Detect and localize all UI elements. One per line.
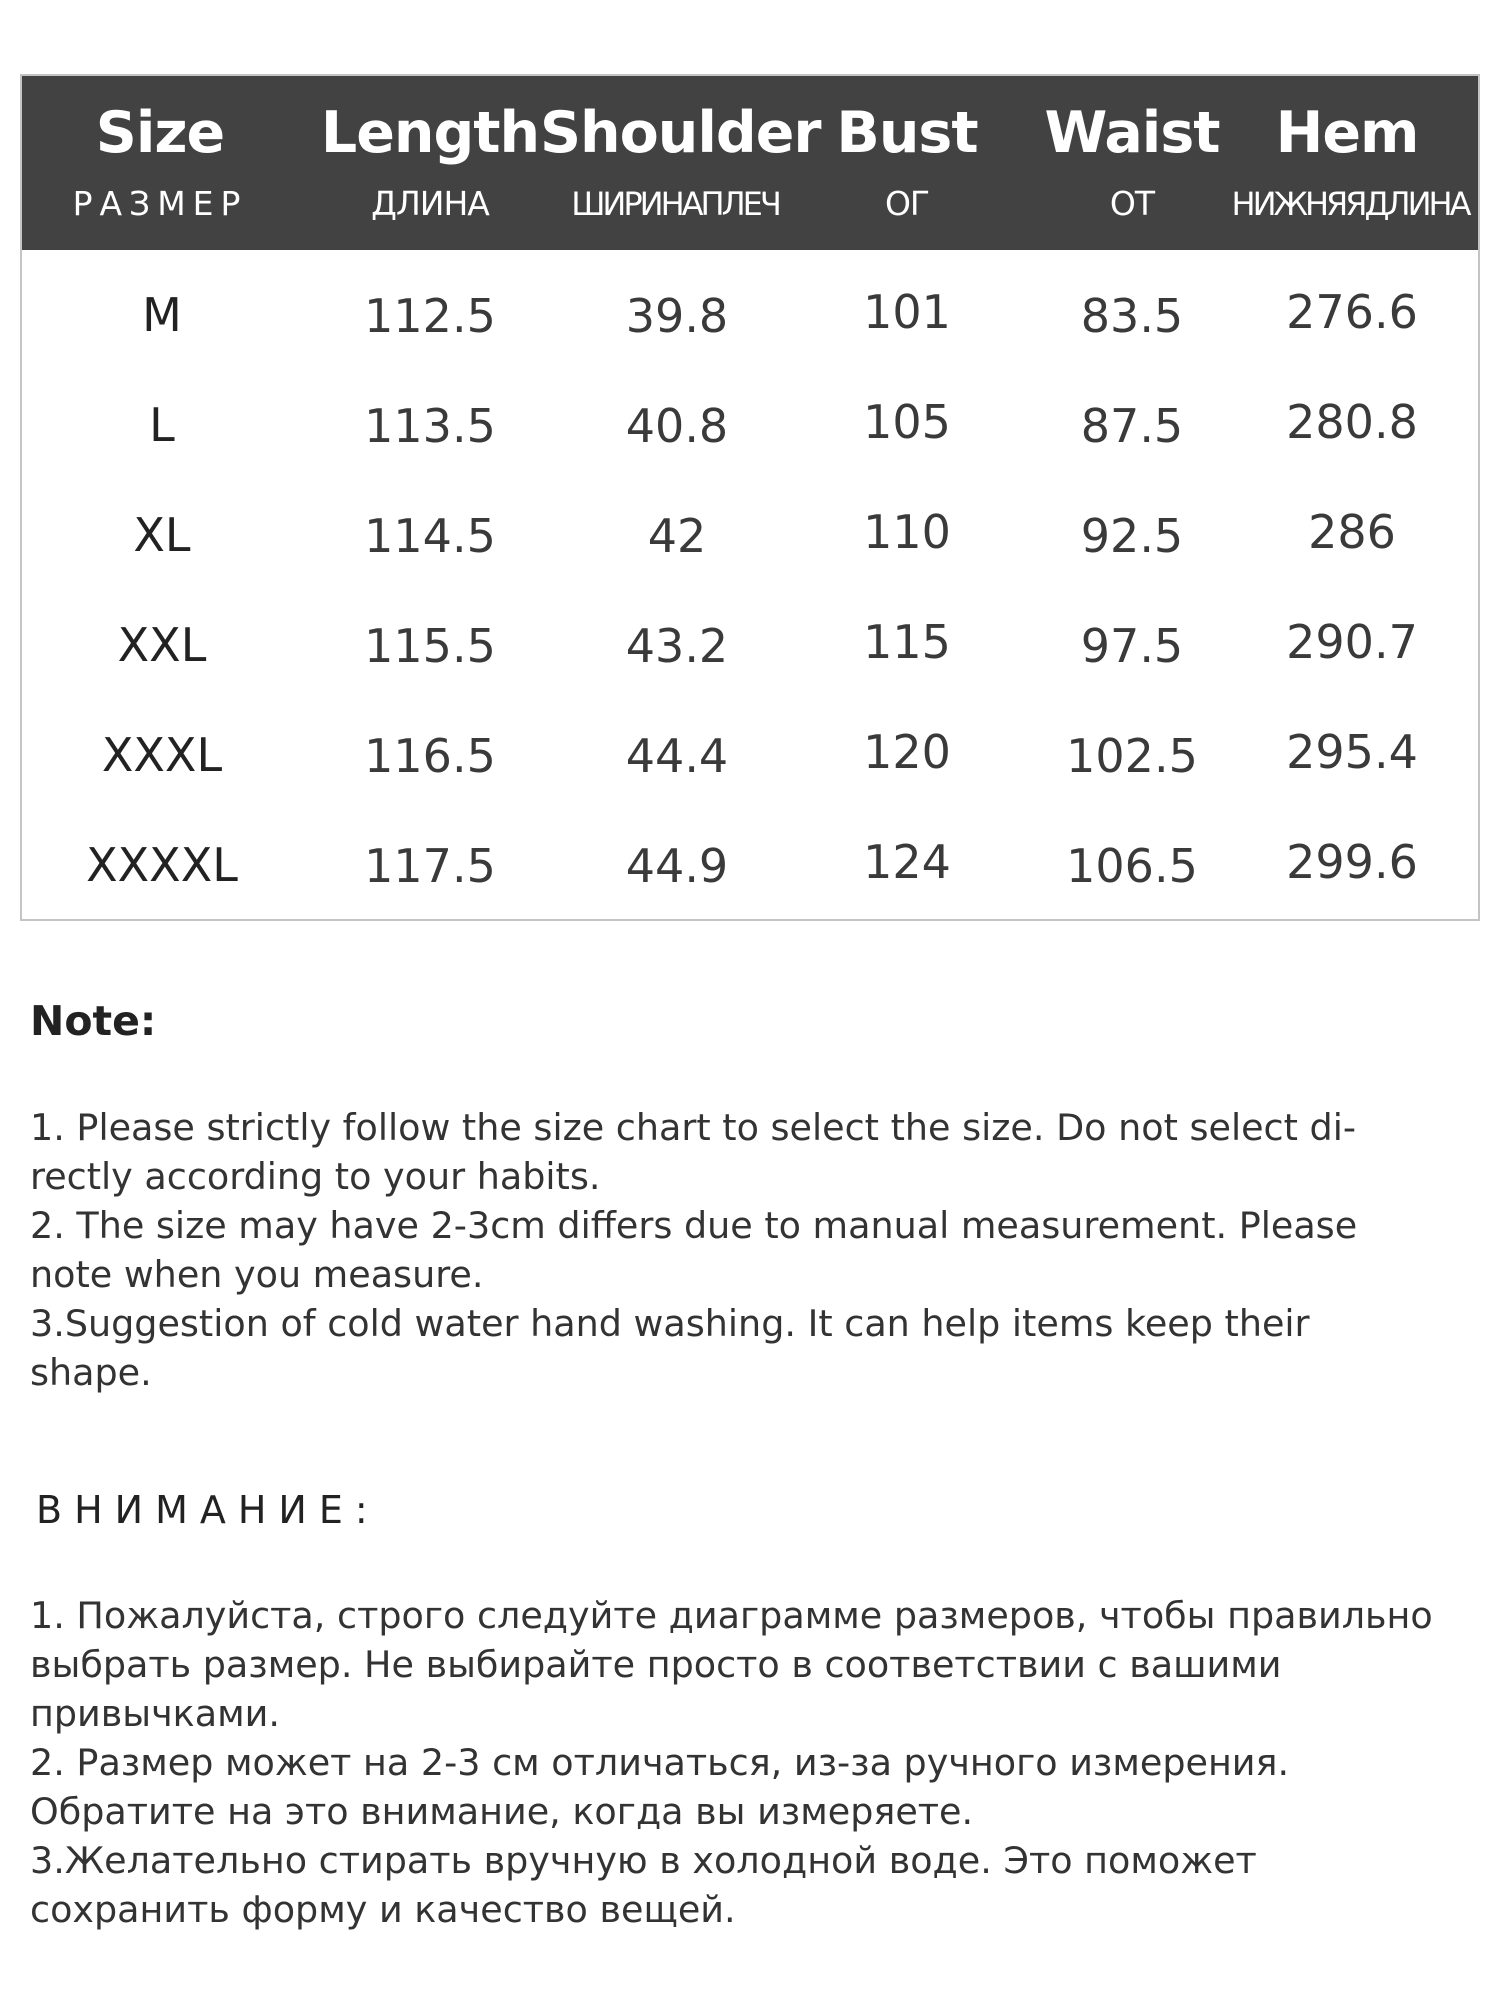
note-line: привычками. bbox=[30, 1692, 280, 1735]
table-cell-size: XXXXL bbox=[86, 838, 238, 892]
table-cell-shoulder: 42 bbox=[647, 509, 707, 563]
table-cell-waist: 97.5 bbox=[1080, 619, 1184, 673]
table-cell-waist: 106.5 bbox=[1066, 839, 1198, 893]
table-cell-length: 113.5 bbox=[364, 399, 496, 453]
size-chart-table bbox=[20, 74, 1480, 921]
note-title: Note: bbox=[30, 997, 157, 1045]
table-cell-bust: 124 bbox=[863, 835, 951, 889]
table-cell-size: M bbox=[142, 288, 182, 342]
table-cell-size: L bbox=[149, 398, 175, 452]
table-cell-length: 114.5 bbox=[364, 509, 496, 563]
table-cell-shoulder: 44.4 bbox=[625, 729, 729, 783]
table-cell-size: XL bbox=[133, 508, 191, 562]
table-cell-hem: 290.7 bbox=[1286, 615, 1418, 669]
table-cell-hem: 280.8 bbox=[1286, 395, 1418, 449]
table-cell-hem: 286 bbox=[1308, 505, 1396, 559]
header-hem-ru: НИЖНЯЯДЛИНА bbox=[1231, 185, 1469, 223]
header-shoulder-ru: ШИРИНАПЛЕЧ bbox=[571, 185, 779, 223]
header-size-ru: РАЗМЕР bbox=[72, 184, 248, 223]
note-line: shape. bbox=[30, 1351, 152, 1394]
table-cell-bust: 120 bbox=[863, 725, 951, 779]
table-cell-length: 112.5 bbox=[364, 289, 496, 343]
table-cell-size: XXXL bbox=[101, 728, 223, 782]
note-line: 2. The size may have 2-3cm differs due to manual measurement. Please bbox=[30, 1204, 1358, 1247]
table-cell-length: 116.5 bbox=[364, 729, 496, 783]
table-cell-shoulder: 40.8 bbox=[625, 399, 729, 453]
table-cell-bust: 101 bbox=[863, 285, 951, 339]
table-cell-waist: 102.5 bbox=[1066, 729, 1198, 783]
table-cell-hem: 276.6 bbox=[1286, 285, 1418, 339]
note-line: Обратите на это внимание, когда вы измеряете. bbox=[30, 1790, 974, 1833]
table-cell-waist: 87.5 bbox=[1080, 399, 1184, 453]
table-cell-bust: 115 bbox=[863, 615, 951, 669]
table-cell-shoulder: 43.2 bbox=[625, 619, 729, 673]
table-cell-bust: 110 bbox=[863, 505, 951, 559]
table-header bbox=[22, 76, 1478, 250]
table-cell-shoulder: 44.9 bbox=[625, 839, 729, 893]
note-line: выбрать размер. Не выбирайте просто в соответствии с вашими bbox=[30, 1643, 1282, 1686]
header-length: Length bbox=[320, 100, 540, 166]
table-cell-hem: 295.4 bbox=[1286, 725, 1418, 779]
note-line: 1. Пожалуйста, строго следуйте диаграмме размеров, чтобы правильно bbox=[30, 1594, 1433, 1637]
header-bust: Bust bbox=[836, 100, 978, 166]
header-size: Size bbox=[95, 100, 225, 166]
note-line: 1. Please strictly follow the size chart to select the size. Do not select di- bbox=[30, 1106, 1357, 1149]
table-cell-shoulder: 39.8 bbox=[625, 289, 729, 343]
table-cell-length: 115.5 bbox=[364, 619, 496, 673]
note-title-ru: ВНИМАНИЕ: bbox=[36, 1488, 380, 1532]
header-length-ru: ДЛИНА bbox=[371, 184, 489, 223]
note-line: 3.Желательно стирать вручную в холодной воде. Это поможет bbox=[30, 1839, 1257, 1882]
note-body-en bbox=[30, 1103, 1460, 1397]
header-waist-ru: ОТ bbox=[1109, 184, 1155, 223]
table-cell-waist: 83.5 bbox=[1080, 289, 1184, 343]
table-cell-waist: 92.5 bbox=[1080, 509, 1184, 563]
note-body-ru bbox=[30, 1591, 1460, 1934]
header-hem: Hem bbox=[1275, 100, 1419, 166]
table-cell-bust: 105 bbox=[863, 395, 951, 449]
note-line: 2. Размер может на 2-3 см отличаться, из-за ручного измерения. bbox=[30, 1741, 1290, 1784]
header-bust-ru: ОГ bbox=[884, 184, 930, 223]
header-waist: Waist bbox=[1044, 100, 1220, 166]
header-shoulder: Shoulder bbox=[540, 100, 821, 166]
table-cell-hem: 299.6 bbox=[1286, 835, 1418, 889]
note-line: rectly according to your habits. bbox=[30, 1155, 601, 1198]
note-line: сохранить форму и качество вещей. bbox=[30, 1888, 736, 1931]
table-cell-length: 117.5 bbox=[364, 839, 496, 893]
note-line: note when you measure. bbox=[30, 1253, 484, 1296]
table-cell-size: XXL bbox=[117, 618, 207, 672]
note-line: 3.Suggestion of cold water hand washing. It can help items keep their bbox=[30, 1302, 1310, 1345]
